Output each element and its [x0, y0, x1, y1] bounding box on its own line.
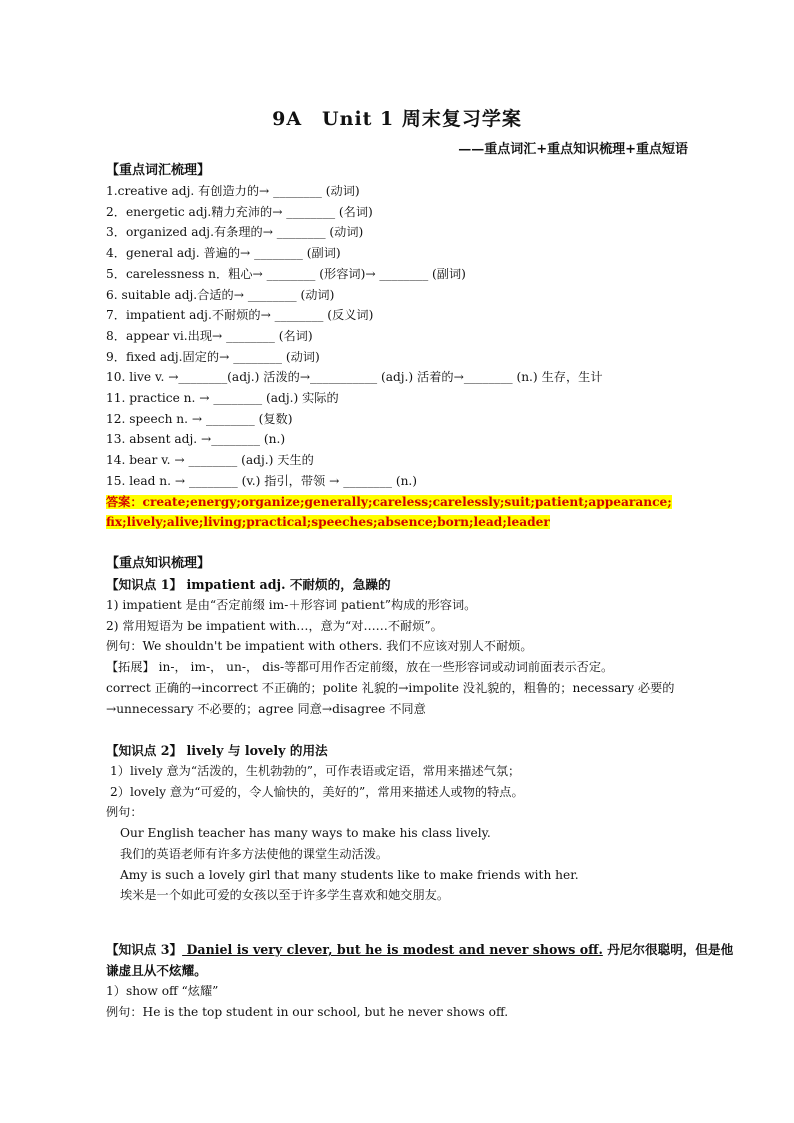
- knowledge-header: 【重点知识梳理】: [106, 556, 211, 571]
- kp2-example-label: 例句：: [106, 805, 143, 820]
- kp3-translation: 丹尼尔很聪明，但是他: [602, 942, 734, 957]
- answer-line-1: 答案：create;energy;organize;generally;careless;carelessly;suit;patient;appearance;: [106, 494, 672, 509]
- answer-line-2: fix;lively;alive;living;practical;speeches;absence;born;lead;leader: [106, 515, 550, 530]
- kp3-sentence: Daniel is very clever, but he is modest and never shows off.: [182, 942, 603, 957]
- knowledge-point-1: [106, 574, 694, 719]
- vocab-section: [106, 160, 694, 533]
- kp1-extension: 【拓展】 in-， im-， un-， dis-等都可用作否定前缀，放在一些形容词或动词前面表示否定。: [106, 660, 614, 675]
- vocab-item: 6. suitable adj.合适的→ ________ (动词): [106, 287, 335, 302]
- kp1-line: →unnecessary 不必要的；agree 同意→disagree 不同意: [106, 701, 426, 716]
- kp2-translation: 埃米是一个如此可爱的女孩以至于许多学生喜欢和她交朋友。: [120, 888, 450, 903]
- vocab-item: 13. absent adj. →________ (n.): [106, 432, 286, 447]
- kp1-example: 例句：We shouldn't be impatient with others. 我们不应该对别人不耐烦。: [106, 639, 533, 654]
- vocab-item: 14. bear v. → ________ (adj.) 天生的: [106, 453, 314, 468]
- knowledge-point-3: [106, 939, 734, 1022]
- vocab-item: 7．impatient adj.不耐烦的→ ________ (反义词): [106, 308, 374, 323]
- page-title: 9A Unit 1 周末复习学案: [272, 108, 522, 130]
- vocab-item: 11. practice n. → ________ (adj.) 实际的: [106, 391, 339, 406]
- answer-key: [106, 492, 694, 533]
- kp3-title: [106, 939, 734, 960]
- vocab-item: 10. live v. →________(adj.) 活泼的→___________ (adj.) 活着的→________ (n.) 生存，生计: [106, 370, 603, 385]
- kp2-example: Our English teacher has many ways to make his class lively.: [120, 826, 491, 841]
- page-subtitle: ——重点词汇+重点知识梳理+重点短语: [458, 142, 688, 157]
- kp2-line: 1）lively 意为“活泼的，生机勃勃的”，可作表语或定语，常用来描述气氛；: [110, 764, 521, 778]
- kp1-line: 2) 常用短语为 be impatient with…，意为“对……不耐烦”。: [106, 618, 443, 633]
- vocab-item: 12. speech n. → ________ (复数): [106, 411, 293, 426]
- kp1-title: 【知识点 1】 impatient adj. 不耐烦的，急躁的: [106, 577, 391, 592]
- vocab-item: 9．fixed adj.固定的→ ________ (动词): [106, 349, 320, 364]
- vocab-header: 【重点词汇梳理】: [106, 163, 211, 178]
- vocab-item: 2．energetic adj.精力充沛的→ ________ (名词): [106, 204, 373, 219]
- vocab-item: 4．general adj. 普遍的→ ________ (副词): [106, 246, 341, 261]
- kp2-translation: 我们的英语老师有许多方法使他的课堂生动活泼。: [120, 846, 389, 861]
- kp3-example: 例句：He is the top student in our school, but he never shows off.: [106, 1004, 509, 1019]
- kp3-label: 【知识点 3】: [106, 942, 183, 957]
- kp1-line: 1) impatient 是由“否定前缀 im-＋形容词 patient”构成的形容词。: [106, 598, 477, 612]
- vocab-item: 3．organized adj.有条理的→ ________ (动词): [106, 225, 364, 240]
- vocab-item: 1.creative adj. 有创造力的→ ________ (动词): [106, 184, 360, 198]
- kp3-line: 1）show off “炫耀”: [106, 984, 219, 998]
- kp2-line: 2）lovely 意为“可爱的，令人愉快的，美好的”，常用来描述人或物的特点。: [110, 784, 524, 799]
- vocab-item: 15. lead n. → ________ (v.) 指引，带领 → ________ (n.): [106, 473, 418, 488]
- kp1-line: correct 正确的→incorrect 不正确的；polite 礼貌的→impolite 没礼貌的，粗鲁的；necessary 必要的: [106, 680, 675, 695]
- vocab-item: 5．carelessness n．粗心→ ________ (形容词)→ ________ (副词): [106, 266, 466, 281]
- knowledge-point-2: [106, 740, 694, 906]
- kp2-example: Amy is such a lovely girl that many students like to make friends with her.: [120, 867, 579, 882]
- vocab-item: 8．appear vi.出现→ ________ (名词): [106, 328, 313, 343]
- kp3-title-line2: 谦虚且从不炫耀。: [106, 963, 207, 978]
- knowledge-section: [106, 553, 694, 719]
- kp2-title: 【知识点 2】 lively 与 lovely 的用法: [106, 743, 328, 758]
